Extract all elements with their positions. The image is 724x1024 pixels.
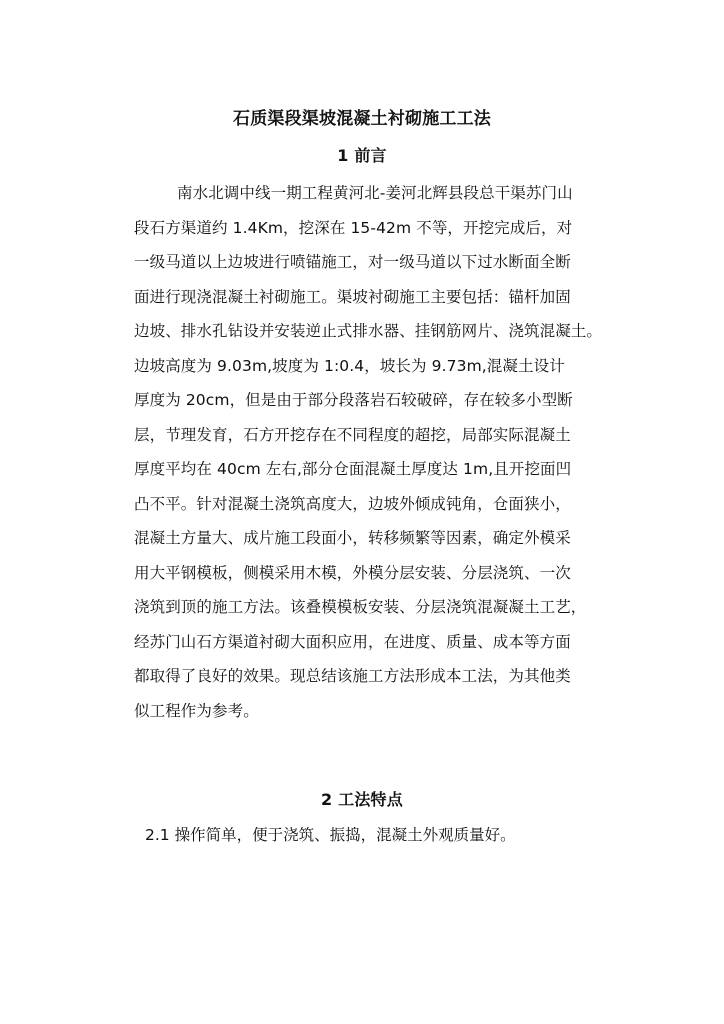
paragraph-line: 用大平钢模板，侧模采用木模，外模分层安装、分层浇筑、一次 bbox=[134, 563, 571, 582]
section-heading-features: 2 工法特点 bbox=[321, 790, 403, 809]
paragraph-line: 经苏门山石方渠道衬砌大面积应用，在进度、质量、成本等方面 bbox=[134, 632, 571, 651]
feature-item-2-1: 2.1 操作简单，便于浇筑、振捣，混凝土外观质量好。 bbox=[145, 826, 516, 844]
paragraph-line: 段石方渠道约 1.4Km，挖深在 15-42m 不等，开挖完成后，对 bbox=[134, 218, 573, 237]
paragraph-line: 南水北调中线一期工程黄河北-姜河北辉县段总干渠苏门山 bbox=[177, 184, 573, 202]
paragraph-line: 似工程作为参考。 bbox=[134, 701, 259, 720]
paragraph-line: 边坡、排水孔钻设并安装逆止式排水器、挂钢筋网片、浇筑混凝土。 bbox=[134, 322, 603, 340]
paragraph-line: 混凝土方量大、成片施工段面小，转移频繁等因素，确定外模采 bbox=[134, 529, 571, 547]
paragraph-line: 厚度为 20cm，但是由于部分段落岩石较破碎，存在较多小型断 bbox=[134, 391, 573, 409]
paragraph-line: 都取得了良好的效果。现总结该施工方法形成本工法，为其他类 bbox=[134, 667, 571, 685]
paragraph-line: 一级马道以上边坡进行喷锚施工，对一级马道以下过水断面全断 bbox=[134, 253, 571, 271]
paragraph-line: 层，节理发育，石方开挖存在不同程度的超挖，局部实际混凝土 bbox=[134, 425, 571, 444]
preface-paragraph bbox=[134, 176, 634, 728]
paragraph-line: 厚度平均在 40cm 左右,部分仓面混凝土厚度达 1m,且开挖面凹 bbox=[134, 460, 572, 478]
paragraph-line: 浇筑到顶的施工方法。该叠模模板安装、分层浇筑混凝凝土工艺， bbox=[134, 598, 587, 616]
paragraph-line: 边坡高度为 9.03m,坡度为 1:0.4，坡长为 9.73m,混凝土设计 bbox=[134, 356, 565, 375]
section-heading-preface: 1 前言 bbox=[337, 146, 387, 165]
document-title: 石质渠段渠坡混凝土衬砌施工工法 bbox=[233, 109, 491, 129]
paragraph-line: 面进行现浇混凝土衬砌施工。渠坡衬砌施工主要包括：锚杆加固 bbox=[134, 287, 571, 306]
paragraph-line: 凸不平。针对混凝土浇筑高度大，边坡外倾成钝角，仓面狭小， bbox=[134, 494, 571, 513]
